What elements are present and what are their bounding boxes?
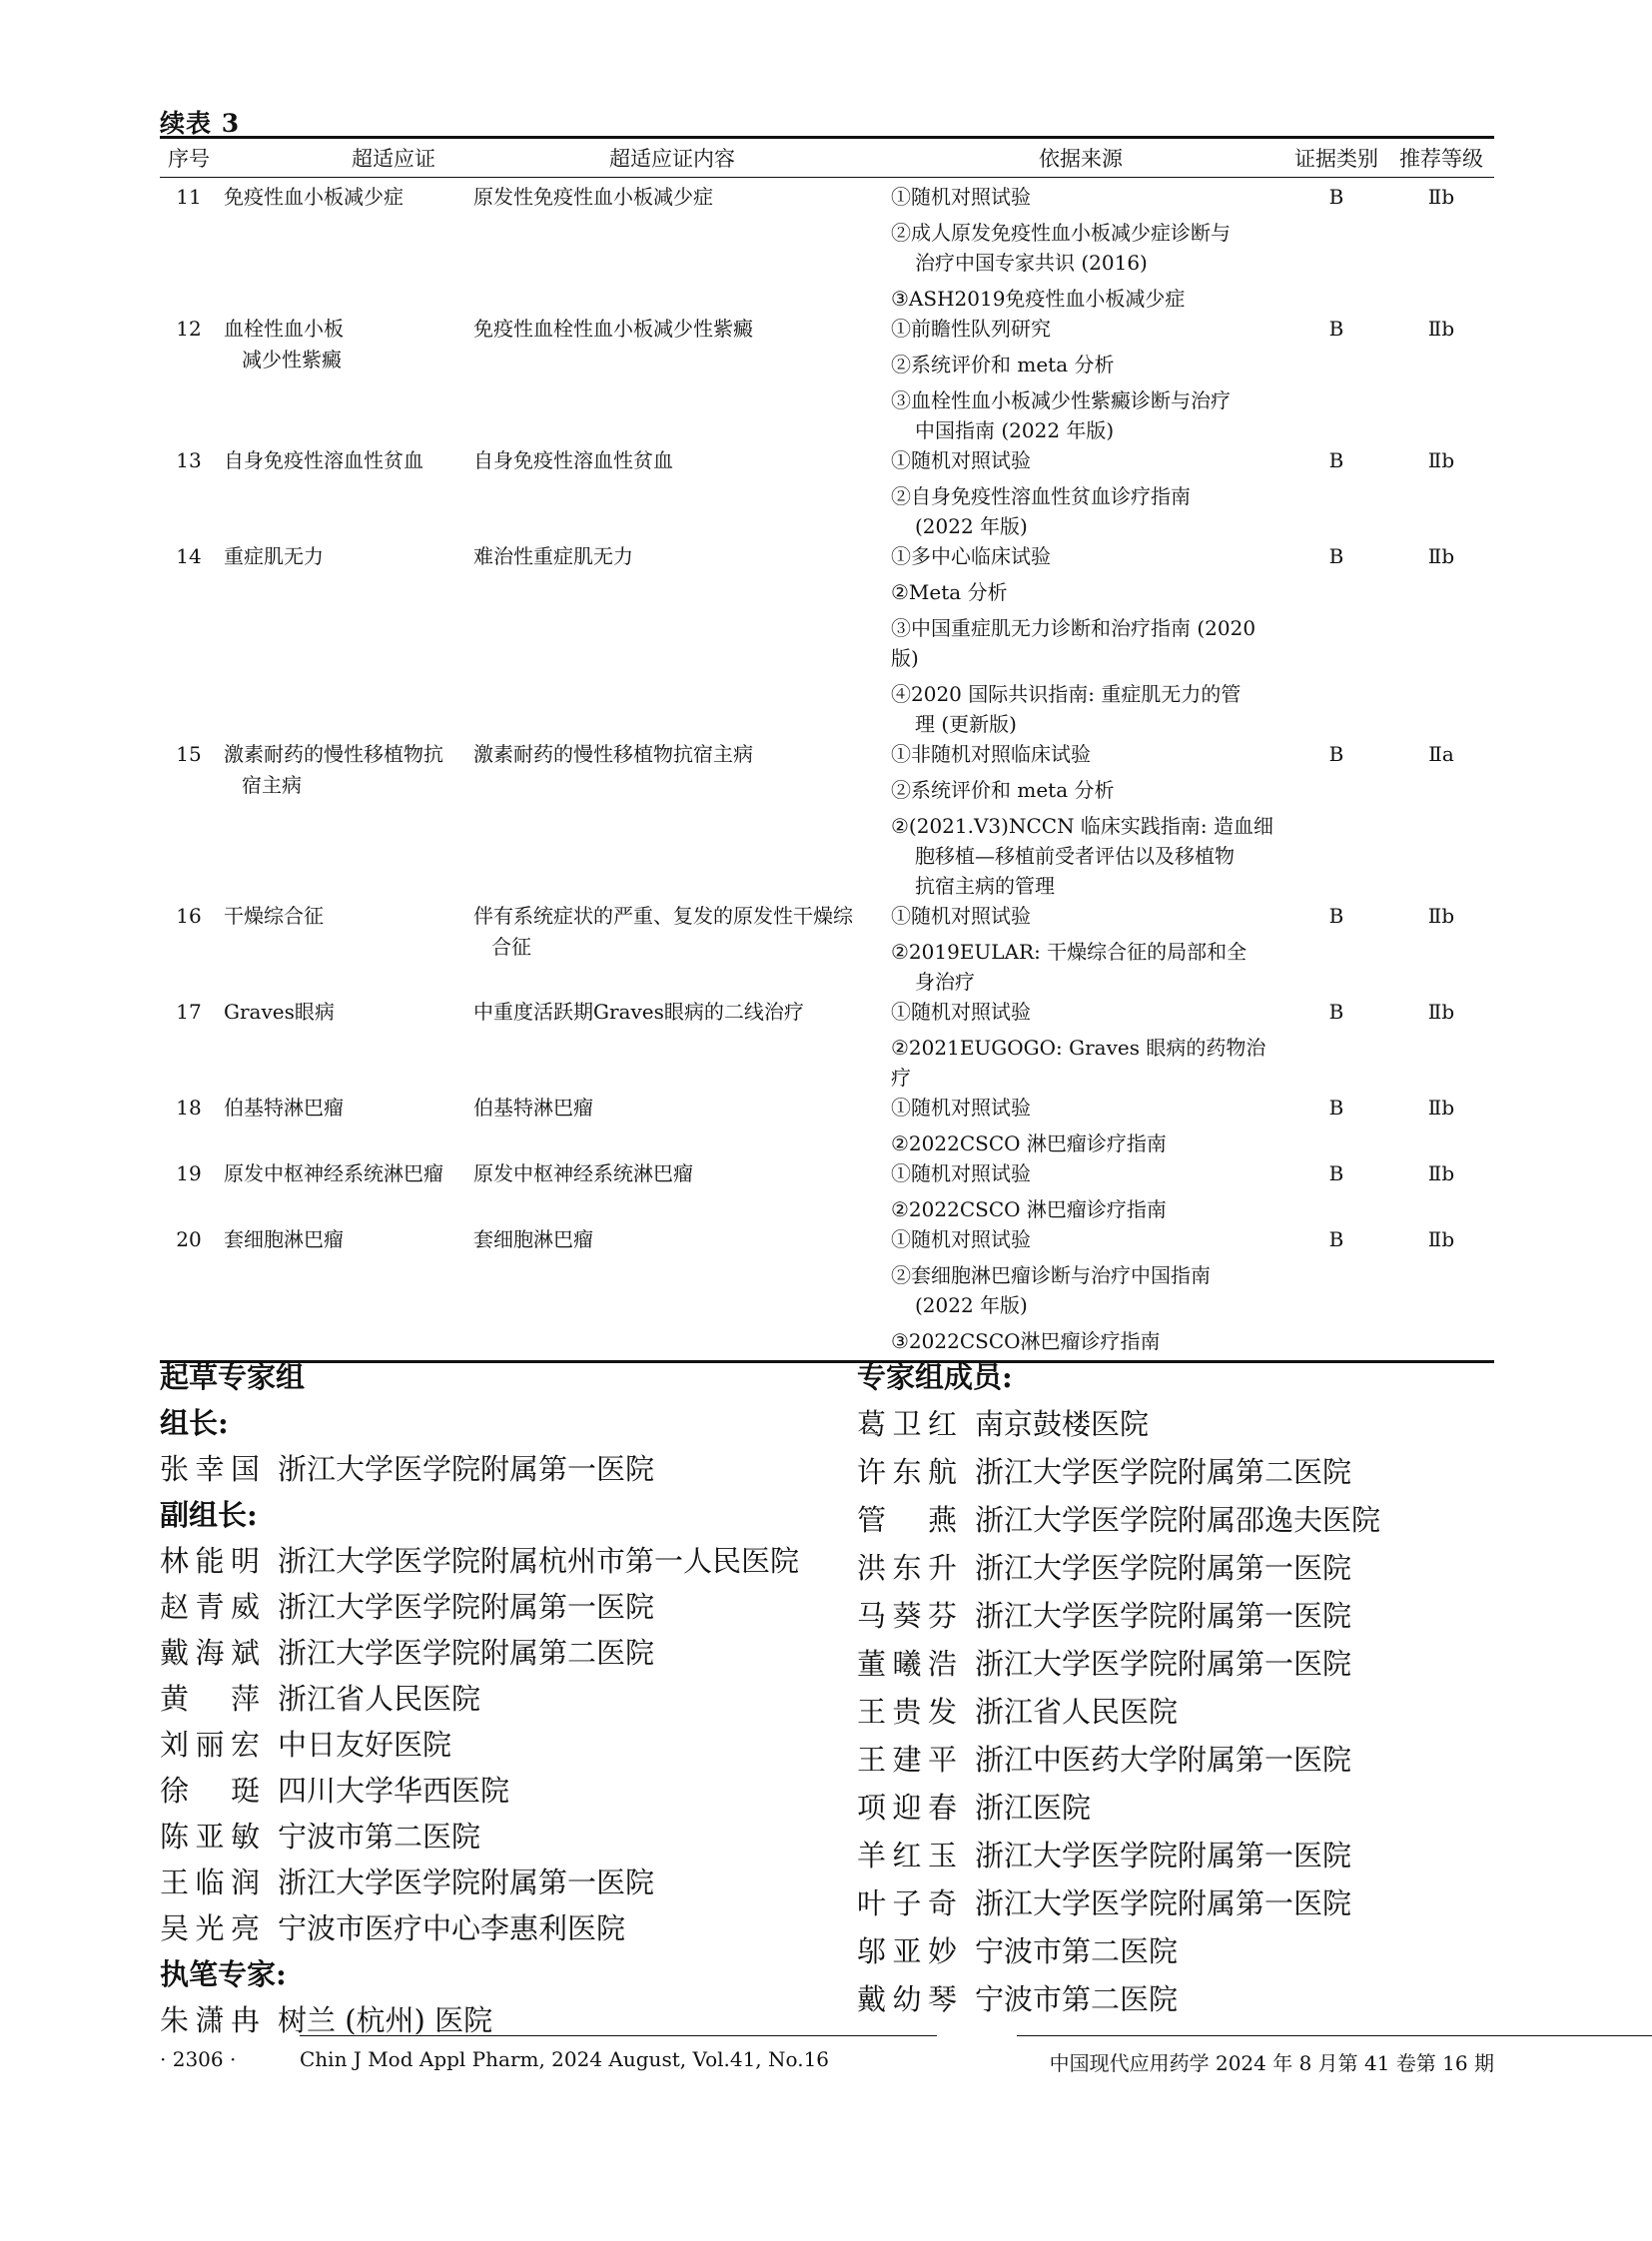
deputy-name: 王临润 [160, 1866, 260, 1899]
cell-source [891, 997, 1284, 1093]
deputy-row [160, 1538, 799, 1584]
cell-recommendation: Ⅱa [1428, 742, 1454, 766]
cell-no: 20 [160, 1224, 218, 1362]
source-line: ②套细胞淋巴瘤诊断与治疗中国指南 [891, 1263, 1211, 1287]
source-item [891, 1033, 1284, 1093]
deputy-row [160, 1676, 799, 1722]
source-line: ③中国重症肌无力诊断和治疗指南 (2020 版) [891, 616, 1256, 670]
deputy-name: 赵青威 [160, 1590, 260, 1624]
table-body [160, 178, 1494, 1362]
indication-line: Graves眼病 [224, 1000, 335, 1024]
deputy-name: 林能明 [160, 1544, 260, 1578]
source-item [891, 314, 1284, 344]
cell-evidence: B [1284, 1224, 1388, 1362]
deputy-label: 副组长: [160, 1498, 258, 1532]
table-row [160, 901, 1494, 997]
deputy-name: 戴海斌 [160, 1636, 260, 1670]
indication-line: 自身免疫性溶血性贫血 [224, 448, 423, 472]
source-item [891, 1326, 1284, 1356]
source-item [891, 218, 1284, 278]
deputy-row [160, 1630, 799, 1676]
cell-no: 13 [176, 448, 202, 472]
indication-line: 干燥综合征 [224, 904, 324, 928]
source-line: ①前瞻性队列研究 [891, 317, 1051, 341]
member-row [857, 1592, 1380, 1640]
member-name: 葛卫红 [857, 1407, 957, 1441]
members-title: 专家组成员: [857, 1360, 1013, 1394]
page-footer [160, 2035, 1494, 2075]
cell-source [891, 1158, 1284, 1224]
member-row [857, 1784, 1380, 1832]
drafting-group-title: 起草专家组 [160, 1360, 306, 1394]
cell-no: 17 [176, 1000, 202, 1024]
cell-recommendation: Ⅱb [1427, 544, 1455, 568]
drafting-group [160, 1354, 799, 2043]
deputy-name: 徐珽 [160, 1774, 260, 1808]
member-row [857, 1640, 1380, 1688]
content-line: 免疫性血栓性血小板减少性紫癜 [473, 317, 753, 341]
member-row [857, 1400, 1380, 1448]
source-line: ①非随机对照临床试验 [891, 742, 1091, 766]
source-line: ②系统评价和 meta 分析 [891, 778, 1115, 802]
member-row [857, 1879, 1380, 1927]
member-institution: 浙江医院 [975, 1791, 1092, 1825]
cell-recommendation: Ⅱb [1427, 1000, 1455, 1024]
source-item [891, 481, 1284, 541]
cell-evidence: B [1328, 742, 1344, 766]
member-name: 管燕 [857, 1503, 957, 1537]
source-line: ①随机对照试验 [891, 185, 1031, 209]
member-row [857, 1544, 1380, 1592]
header-content: 超适应证内容 [471, 138, 891, 178]
table-header-row [160, 138, 1494, 178]
cell-source [891, 445, 1284, 541]
source-item [891, 445, 1284, 475]
indication-line: 套细胞淋巴瘤 [224, 1227, 344, 1251]
cell-evidence: B [1328, 317, 1344, 341]
deputy-row [160, 1584, 799, 1630]
table-caption: 续表 3 [160, 109, 241, 138]
indication-line: 免疫性血小板减少症 [224, 185, 404, 209]
member-institution: 宁波市第二医院 [975, 1934, 1179, 1968]
cell-content [471, 1158, 891, 1224]
cell-content [471, 739, 891, 901]
source-line: ④2020 国际共识指南: 重症肌无力的管 [891, 682, 1241, 706]
leader-institution: 浙江大学医学院附属第一医院 [278, 1452, 655, 1486]
source-item [891, 284, 1284, 314]
source-item [891, 613, 1284, 673]
deputy-institution: 浙江大学医学院附属杭州市第一人民医院 [278, 1544, 800, 1578]
cell-indication [218, 1158, 471, 1224]
cell-indication [218, 1093, 471, 1158]
cell-indication [218, 1224, 471, 1362]
source-line: ①随机对照试验 [891, 448, 1031, 472]
member-institution: 浙江大学医学院附属第一医院 [975, 1599, 1352, 1633]
member-row [857, 1975, 1380, 2023]
member-institution: 宁波市第二医院 [975, 1982, 1179, 2016]
indication-line: 宿主病 [242, 773, 302, 797]
deputy-institution: 浙江大学医学院附属第二医院 [278, 1636, 655, 1670]
source-item [891, 350, 1284, 379]
writer-name: 朱潇冉 [160, 2003, 260, 2037]
content-line: 伴有系统症状的严重、复发的原发性干燥综 [473, 904, 853, 928]
source-item [891, 811, 1284, 901]
member-name: 羊红玉 [857, 1839, 957, 1872]
cell-indication [218, 901, 471, 997]
deputy-list [160, 1538, 799, 1951]
source-line: (2022 年版) [915, 1293, 1028, 1317]
indication-line: 血栓性血小板 [224, 317, 344, 341]
member-institution: 浙江大学医学院附属第二医院 [975, 1455, 1352, 1489]
cell-evidence: B [1328, 1000, 1344, 1024]
cell-source [891, 901, 1284, 997]
table-row [160, 1093, 1494, 1158]
header-source: 依据来源 [891, 138, 1284, 178]
page-number: · 2306 · [160, 2047, 237, 2071]
deputy-institution: 浙江大学医学院附属第一医院 [278, 1590, 655, 1624]
cell-no: 16 [176, 904, 202, 928]
member-name: 许东航 [857, 1455, 957, 1489]
footer-rule-right [1017, 2035, 1652, 2036]
deputy-name: 吴光亮 [160, 1911, 260, 1945]
cell-no: 15 [176, 742, 202, 766]
source-line: ①多中心临床试验 [891, 544, 1051, 568]
cell-source [891, 178, 1284, 315]
indication-table [160, 136, 1494, 1363]
indication-line: 减少性紫癜 [242, 348, 342, 372]
source-line: ②系统评价和 meta 分析 [891, 353, 1115, 376]
cell-recommendation: Ⅱb [1427, 185, 1455, 209]
table-row [160, 314, 1494, 445]
member-institution: 浙江大学医学院附属第一医院 [975, 1886, 1352, 1920]
cell-content [471, 1224, 891, 1362]
content-line: 难治性重症肌无力 [473, 544, 633, 568]
source-line: ②Meta 分析 [891, 580, 1008, 604]
source-item [891, 1093, 1284, 1122]
source-line: ②自身免疫性溶血性贫血诊疗指南 [891, 484, 1191, 508]
member-name: 邬亚妙 [857, 1934, 957, 1968]
cell-evidence: B [1328, 1161, 1344, 1185]
deputy-row [160, 1814, 799, 1860]
member-name: 洪东升 [857, 1551, 957, 1585]
member-name: 叶子奇 [857, 1886, 957, 1920]
deputy-name: 刘丽宏 [160, 1728, 260, 1762]
deputy-institution: 浙江省人民医院 [278, 1682, 481, 1716]
cell-indication [218, 445, 471, 541]
source-line: ②(2021.V3)NCCN 临床实践指南: 造血细 [891, 814, 1274, 838]
source-line: 抗宿主病的管理 [915, 874, 1055, 898]
member-name: 项迎春 [857, 1791, 957, 1825]
content-line: 合征 [491, 935, 531, 959]
indication-line: 重症肌无力 [224, 544, 324, 568]
table-row [160, 445, 1494, 541]
member-row [857, 1688, 1380, 1736]
cell-indication [218, 314, 471, 445]
member-row [857, 1927, 1380, 1975]
cell-evidence: B [1328, 544, 1344, 568]
content-line: 伯基特淋巴瘤 [473, 1096, 593, 1120]
member-institution: 浙江大学医学院附属邵逸夫医院 [975, 1503, 1381, 1537]
source-item [891, 1224, 1284, 1254]
member-row [857, 1496, 1380, 1544]
deputy-row [160, 1768, 799, 1814]
source-item [891, 385, 1284, 445]
header-no: 序号 [160, 138, 218, 178]
cell-evidence: B [1328, 904, 1344, 928]
cell-recommendation: Ⅱb [1427, 1161, 1455, 1185]
member-institution: 南京鼓楼医院 [975, 1407, 1150, 1441]
table-row [160, 1224, 1494, 1362]
cell-evidence: B [1328, 448, 1344, 472]
deputy-name: 陈亚敏 [160, 1820, 260, 1854]
journal-citation-en: Chin J Mod Appl Pharm, 2024 August, Vol.41, No.16 [300, 2047, 830, 2071]
cell-source [891, 314, 1284, 445]
deputy-name: 黄萍 [160, 1682, 260, 1716]
source-line: ②2022CSCO 淋巴瘤诊疗指南 [891, 1197, 1167, 1221]
source-item [891, 182, 1284, 212]
content-line: 中重度活跃期Graves眼病的二线治疗 [473, 1000, 804, 1024]
writer-institution: 树兰 (杭州) 医院 [278, 2003, 493, 2037]
source-item [891, 1158, 1284, 1188]
cell-source [891, 739, 1284, 901]
cell-recommendation: Ⅱb [1388, 1224, 1494, 1362]
source-line: ③血栓性血小板减少性紫癜诊断与治疗 [891, 388, 1231, 412]
member-institution: 浙江中医药大学附属第一医院 [975, 1743, 1352, 1777]
table-row [160, 178, 1494, 315]
member-row [857, 1832, 1380, 1879]
source-item [891, 901, 1284, 931]
cell-indication [218, 541, 471, 739]
content-line: 自身免疫性溶血性贫血 [473, 448, 673, 472]
cell-recommendation: Ⅱb [1427, 448, 1455, 472]
source-line: 身治疗 [915, 970, 975, 994]
table-row [160, 997, 1494, 1093]
member-row [857, 1736, 1380, 1784]
source-line: (2022 年版) [915, 514, 1028, 538]
cell-content [471, 997, 891, 1093]
cell-content [471, 314, 891, 445]
cell-source [891, 541, 1284, 739]
writer-label: 执笔专家: [160, 1957, 287, 1991]
member-row [857, 1448, 1380, 1496]
cell-source [891, 1093, 1284, 1158]
source-line: ①随机对照试验 [891, 904, 1031, 928]
content-line: 激素耐药的慢性移植物抗宿主病 [473, 742, 753, 766]
source-line: ②2021EUGOGO: Graves 眼病的药物治疗 [891, 1036, 1266, 1090]
source-line: ①随机对照试验 [891, 1096, 1031, 1120]
source-line: ③2022CSCO淋巴瘤诊疗指南 [891, 1329, 1161, 1353]
leader-row [160, 1446, 799, 1492]
source-item [891, 997, 1284, 1027]
source-line: ①随机对照试验 [891, 1000, 1031, 1024]
source-line: 理 (更新版) [915, 712, 1017, 736]
cell-indication [218, 739, 471, 901]
cell-content [471, 445, 891, 541]
deputy-institution: 中日友好医院 [278, 1728, 452, 1762]
indication-line: 激素耐药的慢性移植物抗 [224, 742, 443, 766]
deputy-institution: 宁波市第二医院 [278, 1820, 481, 1854]
source-line: ②成人原发免疫性血小板减少症诊断与 [891, 221, 1231, 245]
cell-evidence: B [1328, 185, 1344, 209]
content-line: 套细胞淋巴瘤 [473, 1227, 593, 1251]
member-name: 戴幼琴 [857, 1982, 957, 2016]
cell-content [471, 541, 891, 739]
leader-label: 组长: [160, 1406, 229, 1440]
journal-citation-cn: 中国现代应用药学 2024 年 8 月第 41 卷第 16 期 [1049, 2051, 1494, 2075]
source-line: ①随机对照试验 [891, 1161, 1031, 1185]
deputy-row [160, 1722, 799, 1768]
cell-recommendation: Ⅱb [1427, 317, 1455, 341]
content-line: 原发中枢神经系统淋巴瘤 [473, 1161, 693, 1185]
header-evidence: 证据类别 [1284, 138, 1388, 178]
source-item [891, 775, 1284, 805]
cell-source [891, 1224, 1284, 1362]
cell-indication [218, 997, 471, 1093]
cell-no: 12 [176, 317, 202, 341]
member-name: 王建平 [857, 1743, 957, 1777]
source-item [891, 937, 1284, 997]
content-line: 原发性免疫性血小板减少症 [473, 185, 713, 209]
source-item [891, 577, 1284, 607]
source-item [891, 679, 1284, 739]
source-line: ①随机对照试验 [891, 1227, 1031, 1251]
member-institution: 浙江大学医学院附属第一医院 [975, 1647, 1352, 1681]
member-institution: 浙江大学医学院附属第一医院 [975, 1551, 1352, 1585]
member-institution: 浙江大学医学院附属第一医院 [975, 1839, 1352, 1872]
cell-no: 11 [176, 185, 202, 209]
source-line: 中国指南 (2022 年版) [915, 418, 1115, 442]
cell-no: 19 [176, 1161, 202, 1185]
table-row [160, 1158, 1494, 1224]
source-line: 胞移植—移植前受者评估以及移植物 [915, 844, 1235, 868]
indication-line: 伯基特淋巴瘤 [224, 1096, 344, 1120]
member-name: 王贵发 [857, 1695, 957, 1729]
cell-content [471, 1093, 891, 1158]
table-row [160, 541, 1494, 739]
deputy-institution: 浙江大学医学院附属第一医院 [278, 1866, 655, 1899]
indication-line: 原发中枢神经系统淋巴瘤 [224, 1161, 443, 1185]
source-item [891, 1194, 1284, 1224]
cell-indication [218, 178, 471, 315]
deputy-institution: 宁波市医疗中心李惠利医院 [278, 1911, 626, 1945]
cell-evidence: B [1328, 1096, 1344, 1120]
deputy-row [160, 1860, 799, 1905]
footer-rule-left [300, 2035, 937, 2036]
source-item [891, 739, 1284, 769]
cell-no: 14 [176, 544, 202, 568]
member-list [857, 1400, 1380, 2023]
source-line: ③ASH2019免疫性血小板减少症 [891, 287, 1186, 311]
cell-content [471, 178, 891, 315]
source-line: 治疗中国专家共识 (2016) [915, 251, 1148, 275]
source-item [891, 1260, 1284, 1320]
member-name: 马葵芬 [857, 1599, 957, 1633]
cell-recommendation: Ⅱb [1427, 904, 1455, 928]
cell-no: 18 [176, 1096, 202, 1120]
member-group [857, 1354, 1380, 2023]
header-recommendation: 推荐等级 [1388, 138, 1494, 178]
source-item [891, 541, 1284, 571]
source-line: ②2019EULAR: 干燥综合征的局部和全 [891, 940, 1247, 964]
source-item [891, 1128, 1284, 1158]
leader-name: 张幸国 [160, 1452, 260, 1486]
header-indication: 超适应证 [218, 138, 471, 178]
member-name: 董曦浩 [857, 1647, 957, 1681]
table-row [160, 739, 1494, 901]
deputy-row [160, 1905, 799, 1951]
cell-content [471, 901, 891, 997]
cell-recommendation: Ⅱb [1427, 1096, 1455, 1120]
deputy-institution: 四川大学华西医院 [278, 1774, 510, 1808]
member-institution: 浙江省人民医院 [975, 1695, 1179, 1729]
source-line: ②2022CSCO 淋巴瘤诊疗指南 [891, 1131, 1167, 1155]
